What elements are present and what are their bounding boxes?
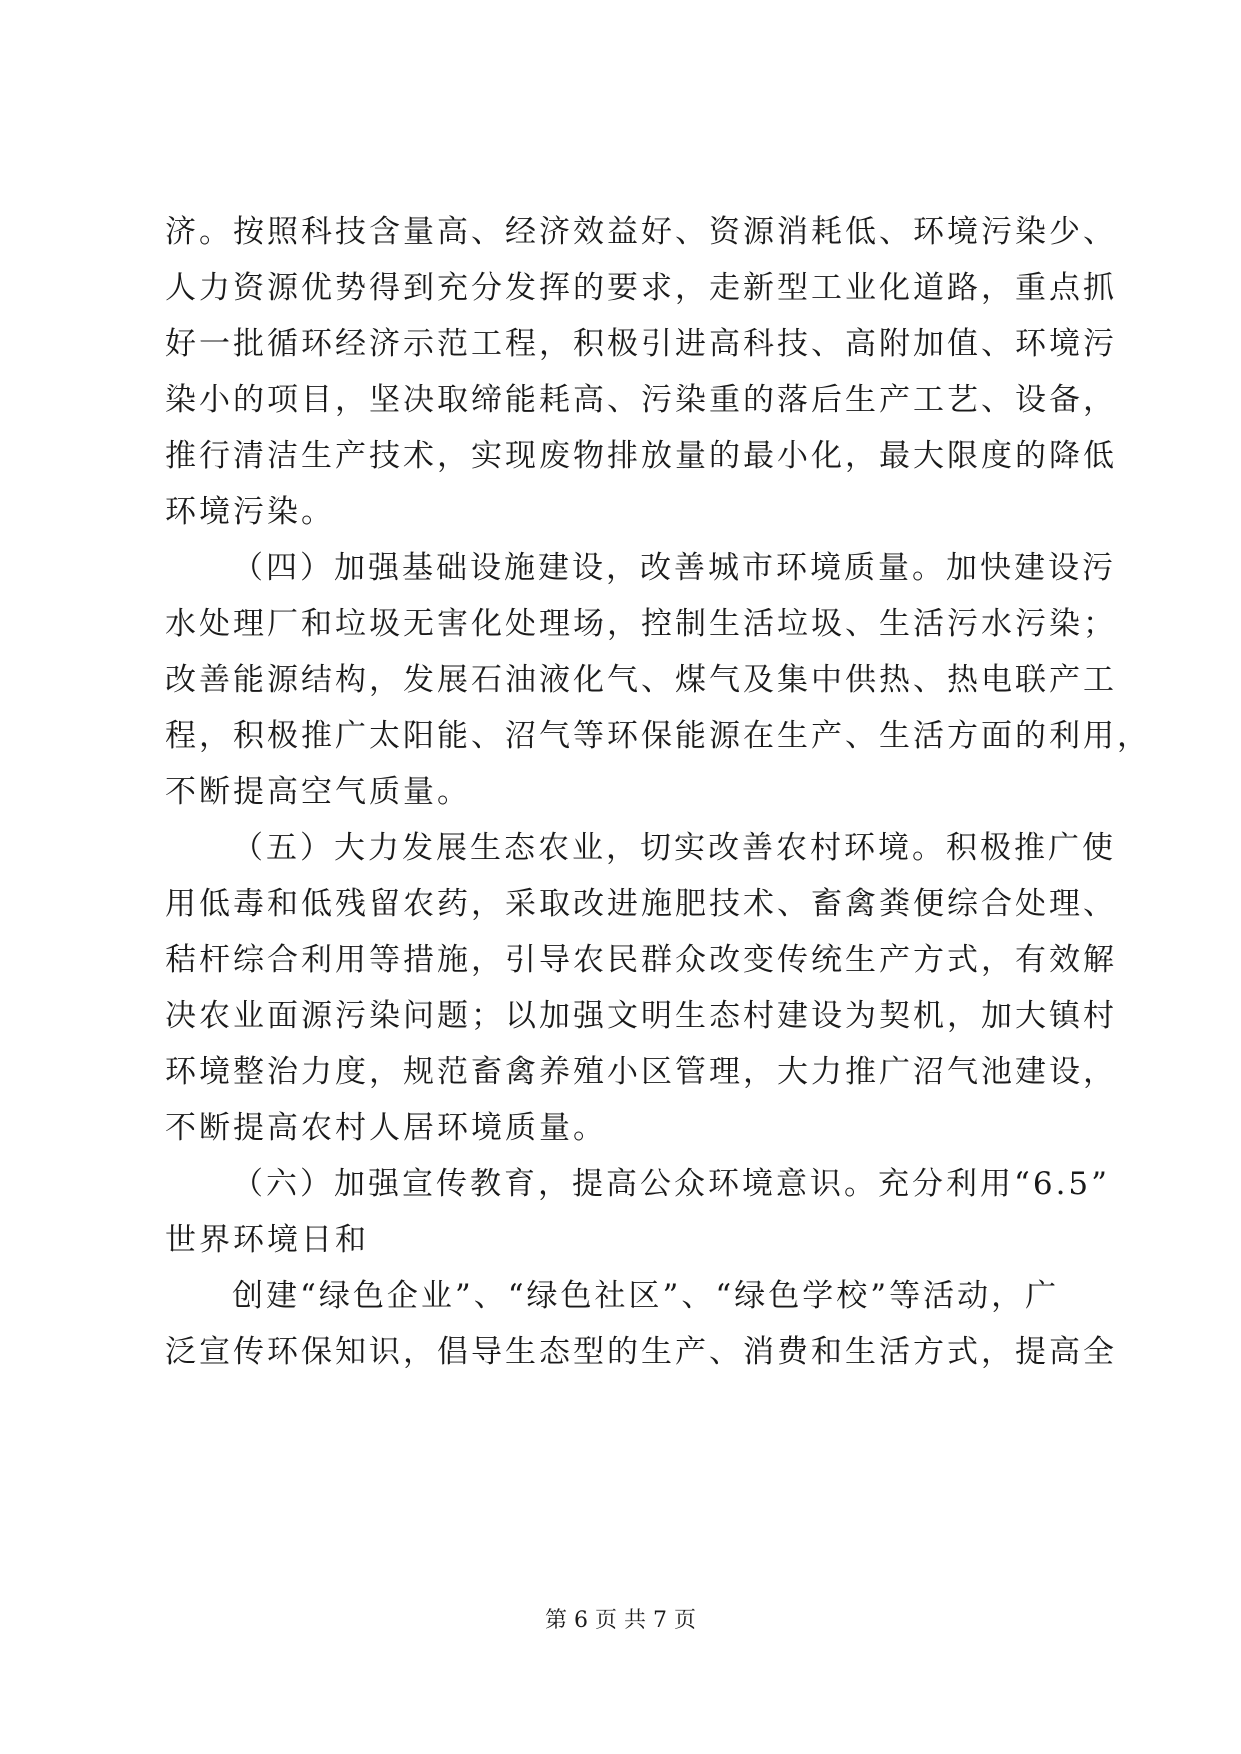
paragraph-heading-5: （五）大力发展生态农业，切实改善农村环境。积极推广使 xyxy=(232,830,1116,866)
body-line: 推行清洁生产技术，实现废物排放量的最小化，最大限度的降低 xyxy=(165,438,1117,474)
body-line: 好一批循环经济示范工程，积极引进高科技、高附加值、环境污 xyxy=(165,326,1117,362)
page-number-footer: 第 6 页 共 7 页 xyxy=(545,1608,696,1633)
body-line: 创建“绿色企业”、“绿色社区”、“绿色学校”等活动，广 xyxy=(232,1278,1060,1314)
body-line: 泛宣传环保知识，倡导生态型的生产、消费和生活方式，提高全 xyxy=(165,1334,1117,1370)
paragraph-heading-6: （六）加强宣传教育，提高公众环境意识。充分利用“6.5” xyxy=(232,1166,1110,1202)
body-line: 济。按照科技含量高、经济效益好、资源消耗低、环境污染少、 xyxy=(165,214,1117,250)
body-line: 环境污染。 xyxy=(165,494,335,530)
body-line: 环境整治力度，规范畜禽养殖小区管理，大力推广沼气池建设， xyxy=(165,1054,1117,1090)
body-line: 世界环境日和 xyxy=(165,1222,369,1258)
body-line: 人力资源优势得到充分发挥的要求，走新型工业化道路，重点抓 xyxy=(165,270,1117,306)
body-line: 秸杆综合利用等措施，引导农民群众改变传统生产方式，有效解 xyxy=(165,942,1117,978)
body-line: 决农业面源污染问题；以加强文明生态村建设为契机，加大镇村 xyxy=(165,998,1117,1034)
body-line: 程，积极推广太阳能、沼气等环保能源在生产、生活方面的利用， xyxy=(165,718,1151,754)
body-line: 不断提高空气质量。 xyxy=(165,774,471,810)
body-line: 改善能源结构，发展石油液化气、煤气及集中供热、热电联产工 xyxy=(165,662,1117,698)
body-line: 用低毒和低残留农药，采取改进施肥技术、畜禽粪便综合处理、 xyxy=(165,886,1117,922)
body-line: 水处理厂和垃圾无害化处理场，控制生活垃圾、生活污水污染； xyxy=(165,606,1117,642)
paragraph-heading-4: （四）加强基础设施建设，改善城市环境质量。加快建设污 xyxy=(232,550,1116,586)
body-line: 染小的项目，坚决取缔能耗高、污染重的落后生产工艺、设备， xyxy=(165,382,1117,418)
body-line: 不断提高农村人居环境质量。 xyxy=(165,1110,607,1146)
